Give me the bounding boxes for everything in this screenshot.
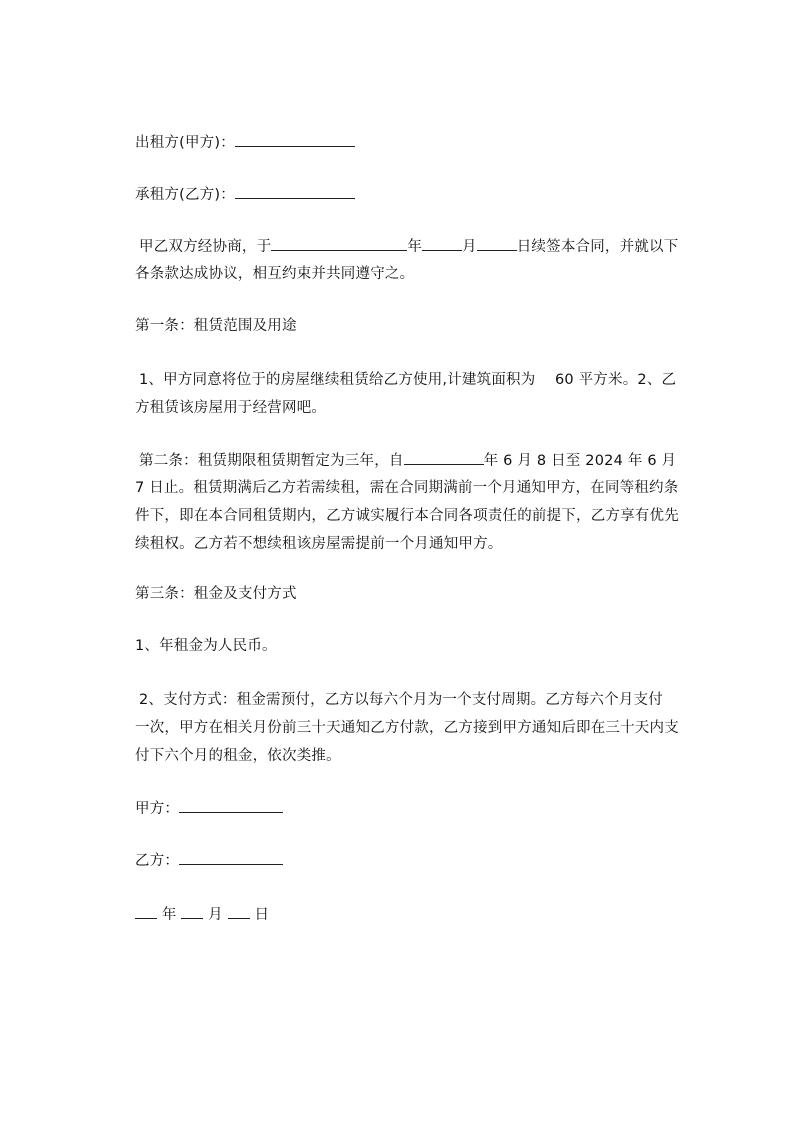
date-month-blank bbox=[181, 904, 203, 919]
intro-month-blank bbox=[422, 236, 462, 251]
article2-line1 bbox=[139, 450, 676, 471]
article1-p1-line1: 1、甲方同意将位于的房屋继续租赁给乙方使用,计建筑面积为 60 平方米。2、乙 bbox=[139, 372, 677, 388]
intro-year-blank bbox=[271, 236, 407, 251]
lessee-line bbox=[135, 184, 355, 205]
lessor-line bbox=[135, 132, 355, 153]
party-b-signature bbox=[135, 850, 283, 871]
article2-line2: 7 日止。租赁期满后乙方若需续租，需在合同期满前一个月通知甲方，在同等租约条 bbox=[135, 480, 679, 496]
date-year-blank bbox=[135, 904, 157, 919]
lessor-label: 出租方(甲方)： bbox=[135, 135, 235, 151]
article2-line4: 续租权。乙方若不想续租该房屋需提前一个月通知甲方。 bbox=[135, 536, 503, 552]
party-b-label: 乙方： bbox=[135, 853, 180, 869]
date-month-label: 月 bbox=[208, 907, 223, 923]
party-a-blank bbox=[179, 798, 283, 813]
article1-p1-line2: 方租赁该房屋用于经营网吧。 bbox=[135, 400, 327, 416]
article3-item2-line2: 一次，甲方在相关月份前三十天通知乙方付款，乙方接到甲方通知后即在三十天内支 bbox=[135, 720, 679, 736]
article1-title: 第一条：租赁范围及用途 bbox=[135, 318, 297, 334]
party-a-signature bbox=[135, 798, 283, 819]
intro-year-label: 年 bbox=[407, 239, 423, 255]
article3-title: 第三条：租金及支付方式 bbox=[135, 586, 297, 602]
article2-year-blank bbox=[404, 450, 484, 465]
signature-date bbox=[135, 904, 269, 925]
article2-line3: 件下，即在本合同租赁期内，乙方诚实履行本合同各项责任的前提下，乙方享有优先 bbox=[135, 508, 679, 524]
article3-item1: 1、年租金为人民币。 bbox=[135, 638, 277, 654]
intro-text-1: 甲乙双方经协商，于 bbox=[139, 239, 272, 255]
intro-text-2: 日续签本合同，并就以下 bbox=[516, 239, 679, 255]
party-a-label: 甲方： bbox=[135, 801, 180, 817]
date-day-label: 日 bbox=[254, 907, 270, 923]
intro-day-blank bbox=[477, 236, 517, 251]
date-day-blank bbox=[228, 904, 250, 919]
lessee-label: 承租方(乙方)： bbox=[135, 187, 235, 203]
article2-text-2: 年 6 月 8 日至 2024 年 6 月 bbox=[483, 453, 677, 469]
article3-item2-line3: 付下六个月的租金，依次类推。 bbox=[135, 748, 341, 764]
lessee-blank bbox=[235, 184, 355, 199]
date-year-label: 年 bbox=[161, 907, 177, 923]
lessor-blank bbox=[235, 132, 355, 147]
article3-item2-line1: 2、支付方式：租金需预付，乙方以每六个月为一个支付周期。乙方每六个月支付 bbox=[139, 692, 663, 708]
article2-text-1: 第二条：租赁期限租赁期暂定为三年，自 bbox=[139, 453, 404, 469]
intro-month-label: 月 bbox=[462, 239, 477, 255]
party-b-blank bbox=[179, 850, 283, 865]
intro-line-2: 各条款达成协议，相互约束并共同遵守之。 bbox=[135, 266, 415, 282]
intro-line-1 bbox=[139, 236, 678, 257]
